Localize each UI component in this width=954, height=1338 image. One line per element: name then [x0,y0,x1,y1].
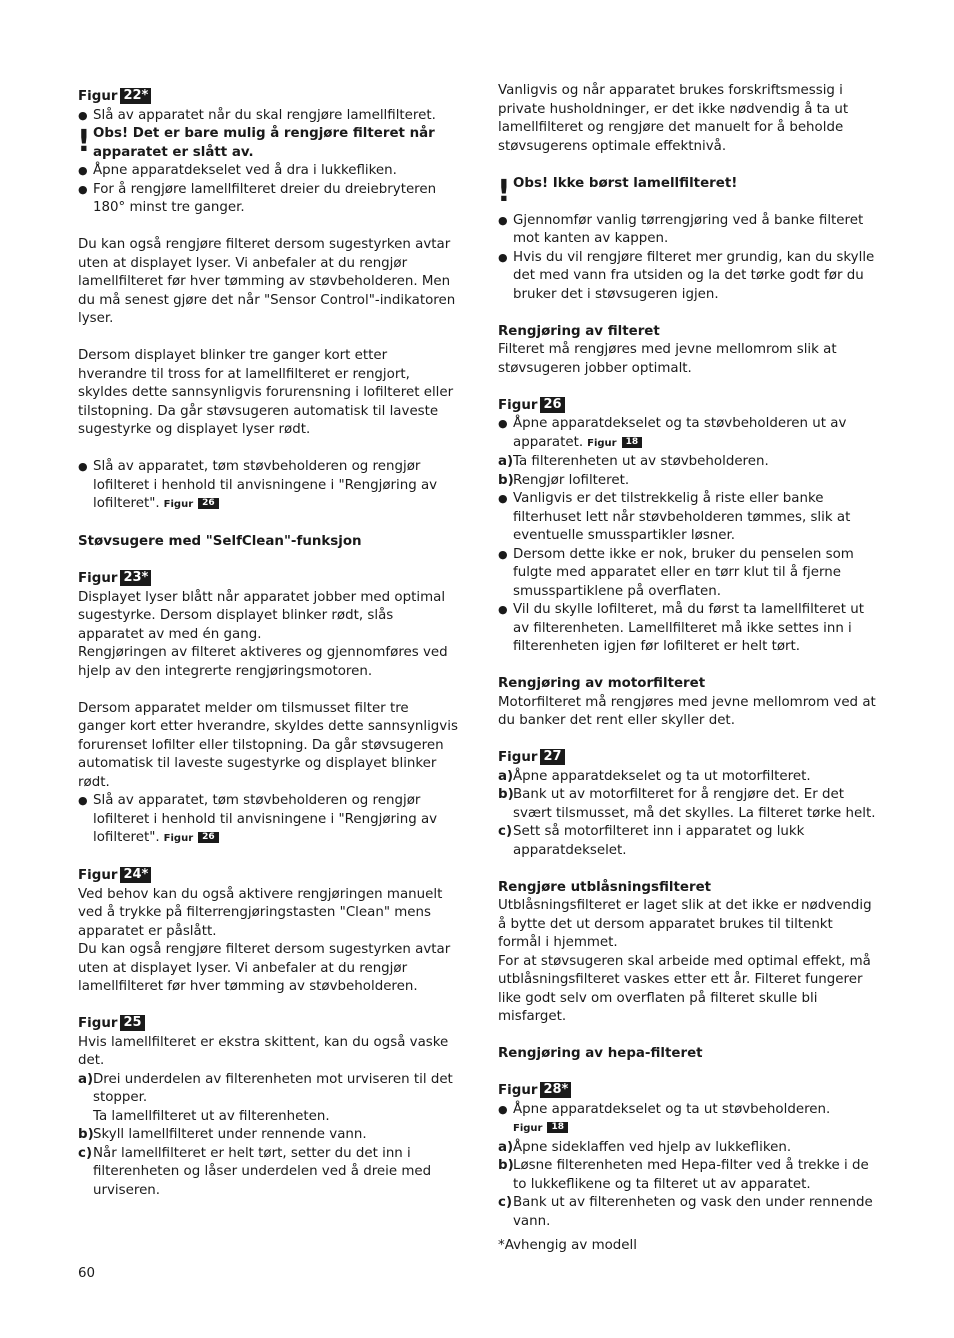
bullet-item [78,458,460,515]
exclamation-icon: ! [77,124,91,159]
lettered-step [498,1194,880,1231]
step-text: Sett så motorfilteret inn i apparatet og lukk apparatdekselet. [513,824,805,858]
step-text: Ta filterenheten ut av støvbeholderen. [513,454,769,469]
step-letter: a) [498,1139,514,1155]
bullet-item: ● Åpne apparatdekselet og ta ut støvbeholderen. [498,1101,880,1120]
figure-ref-22 [78,88,460,107]
figure-number-badge: 26 [198,498,219,509]
bullet-item: ● Åpne apparatdekselet ved å dra i lukkefliken. [78,162,460,181]
bullet-item: ● Gjennomfør vanlig tørrengjøring ved å banke filteret mot kanten av kappen. [498,212,880,249]
figure-label: Figur [78,571,118,586]
footnote: *Avhengig av modell [498,1238,637,1253]
paragraph: Utblåsningsfilteret er laget slik at det ikke er nødvendig å bytte det ut dersom apparatet brukes til tiltenkt formål i hjemmet. [498,898,872,950]
bullet-item: ● Vil du skylle lofilteret, må du først ta lamellfilteret ut av filterenheten. Lamellfilteret må ikke settes inn i filterenheten igjen før lofilteret er helt tørt. [498,601,880,657]
step-text: Bank ut av motorfilteret for å rengjøre det. Er det svært tilsmusset, må det skylles. La filteret tørke helt. [513,787,876,821]
figure-number-badge: 18 [547,1122,568,1133]
figure-label: Figur [163,499,194,510]
step-letter: a) [78,1071,94,1087]
figure-ref-23 [78,570,460,589]
lettered-step [498,823,880,860]
figure-ref-28 [498,1082,880,1101]
paragraph: Du kan også rengjøre filteret dersom sugestyrken avtar uten at displayet lyser. Vi anbefaler at du rengjør lamellfilteret før hver tømming av støvbeholderen. Men du må senest gjøre det når "Sensor Control"-indikatoren lyser. [78,237,456,326]
section-heading: Rengjøring av hepa-filteret [498,1046,703,1061]
section-heading: Rengjøring av filteret [498,323,660,339]
step-continuation: Ta lamellfilteret ut av filterenheten. [93,1108,330,1124]
step-text: Løsne filterenheten med Hepa-filter ved å trekke i de to lukkeflikene og ta filteret ut av apparatet. [513,1158,869,1192]
figure-label: Figur [498,1083,538,1098]
step-text: Skyll lamellfilteret under rennende vann. [93,1127,367,1142]
warning-note [78,125,460,162]
warning-note [497,173,880,209]
bullet-item: ● Dersom dette ikke er nok, bruker du penselen som fulgte med apparatet eller en tørr klut til å fjerne smusspartiklene på overflaten. [498,546,880,602]
figure-label: Figur [78,1016,118,1031]
section-heading: Støvsugere med "SelfClean"-funksjon [78,534,362,549]
section-heading: Rengjøring av motorfilteret [498,676,706,691]
bullet-item: ● Hvis du vil rengjøre filteret mer grundig, kan du skylle det med vann fra utsiden og la det tørke godt før du bruker det i støvsugeren igjen. [498,249,880,305]
bullet-text: Slå av apparatet, tøm støvbeholderen og rengjør lofilteret i henhold til anvisningene i "Rengjøring av lofilteret". [93,793,438,845]
step-text: Drei underdelen av filterenheten mot urviseren til det stopper. [93,1071,453,1105]
bullet-item: ● For å rengjøre lamellfilteret dreier du dreiebryteren 180° minst tre ganger. [78,181,460,218]
figure-label: Figur [78,868,118,883]
bullet-text: Slå av apparatet, tøm støvbeholderen og rengjør lofilteret i henhold til anvisningene i "Rengjøring av lofilteret". [93,459,438,511]
warning-text: Obs! Det er bare mulig å rengjøre filteret når apparatet er slått av. [93,126,435,160]
figure-number-badge: 28* [540,1082,571,1098]
paragraph: Hvis lamellfilteret er ekstra skittent, kan du også vaske det. [78,1034,449,1068]
lettered-step [498,1139,880,1158]
section-heading: Rengjøre utblåsningsfilteret [498,879,712,895]
lettered-step [498,786,880,823]
lettered-step [78,1071,460,1108]
lettered-step [498,453,880,472]
figure-number-badge: 26 [540,397,564,413]
page-number: 60 [78,1266,96,1281]
step-letter: c) [498,824,513,839]
figure-label: Figur [163,833,194,844]
paragraph: Rengjøringen av filteret aktiveres og gjennomføres ved hjelp av den integrerte rengjøringsmotoren. [78,645,448,679]
figure-ref-26 [498,397,880,416]
bullet-item: ● Vanligvis er det tilstrekkelig å riste eller banke filterhuset lett når støvbeholderen tømmes, slik at eventuelle smusspartikler løsner. [498,490,880,546]
paragraph: Vanligvis og når apparatet brukes forskriftsmessig i private husholdninger, er det ikke nødvendig å ta ut lamellfilteret og rengjøre det manuelt for å beholde støvsugerens optimale effektnivå. [498,83,849,154]
step-text: Når lamellfilteret er helt tørt, setter du det inn i filterenheten og låser underdelen ved å dreie med urviseren. [93,1145,432,1198]
step-text: Åpne sideklaffen ved hjelp av lukkefliken. [513,1139,792,1155]
lettered-step [498,472,880,491]
step-text: Bank ut av filterenheten og vask den under rennende vann. [513,1195,873,1229]
step-text: Åpne apparatdekselet og ta ut motorfilteret. [513,768,811,784]
bullet-item: ● Slå av apparatet når du skal rengjøre lamellfilteret. [78,107,460,126]
paragraph: Dersom apparatet melder om tilsmusset filter tre ganger kort etter hverandre, skyldes dette sannsynligvis forurenset lofilter eller tilstopning. Da går støvsugeren automatisk til laveste sugestyrke og displayet blinker rødt. [78,700,458,790]
paragraph: Dersom displayet blinker tre ganger kort etter hverandre til tross for at lamellfilteret er rengjort, skyldes dette sannsynligvis forurensning i lofilteret eller tilstopning. Da går støvsugeren automatisk til laveste sugestyrke og displayet lyser rødt. [78,348,454,437]
right-column [498,82,880,1256]
figure-number-badge: 25 [120,1015,144,1031]
step-letter: a) [498,768,514,784]
paragraph: Displayet lyser blått når apparatet jobber med optimal sugestyrke. Dersom displayet blinker rødt, slås apparatet av med én gang. [78,589,446,642]
figure-ref-25 [78,1015,460,1034]
paragraph: Du kan også rengjøre filteret dersom sugestyrken avtar uten at displayet lyser. Vi anbefaler at du rengjør lamellfilteret før hver tømming av støvbeholderen. [78,942,451,994]
bullet-item [78,792,460,849]
step-letter: b) [498,787,514,802]
lettered-step [498,1157,880,1194]
warning-text: Obs! Ikke børst lamellfilteret! [513,175,738,191]
figure-label: Figur [498,397,538,413]
lettered-step [78,1145,460,1201]
exclamation-icon: ! [497,173,511,209]
figure-ref-small [498,1119,880,1139]
figure-number-badge: 27 [540,749,564,765]
lettered-step [78,1126,460,1145]
step-letter: b) [498,1158,514,1173]
figure-label: Figur [78,89,118,104]
figure-label: Figur [587,437,617,449]
step-letter: a) [498,454,514,469]
figure-ref-27 [498,749,880,768]
figure-number-badge: 23* [120,570,151,586]
figure-number-badge: 26 [198,832,219,843]
figure-number-badge: 24* [120,867,151,883]
left-column [78,82,460,1200]
lettered-step [498,768,880,787]
bullet-item [498,415,880,453]
paragraph: Ved behov kan du også aktivere rengjøringen manuelt ved å trykke på filterrengjøringstasten "Clean" mens apparatet er påslått. [78,886,443,939]
figure-label: Figur [513,1123,543,1134]
figure-label: Figur [498,750,538,765]
step-text: Rengjør lofilteret. [513,472,630,488]
figure-number-badge: 22* [120,88,151,104]
step-letter: c) [78,1145,93,1161]
paragraph: Motorfilteret må rengjøres med jevne mellomrom ved at du banker det rent eller skyller det. [498,694,876,728]
bullet-text: Åpne apparatdekselet og ta støvbeholderen ut av apparatet. [513,416,847,450]
paragraph: For at støvsugeren skal arbeide med optimal effekt, må utblåsningsfilteret vaskes etter ett år. Filteret fungerer like godt selv om overflaten på filteret skulle bli misfarget. [498,953,871,1024]
paragraph: Filteret må rengjøres med jevne mellomrom slik at støvsugeren jobber optimalt. [498,342,837,376]
step-letter: b) [78,1127,94,1142]
step-letter: b) [498,472,514,488]
step-letter: c) [498,1195,513,1210]
figure-number-badge: 18 [622,437,643,448]
figure-ref-24 [78,867,460,886]
